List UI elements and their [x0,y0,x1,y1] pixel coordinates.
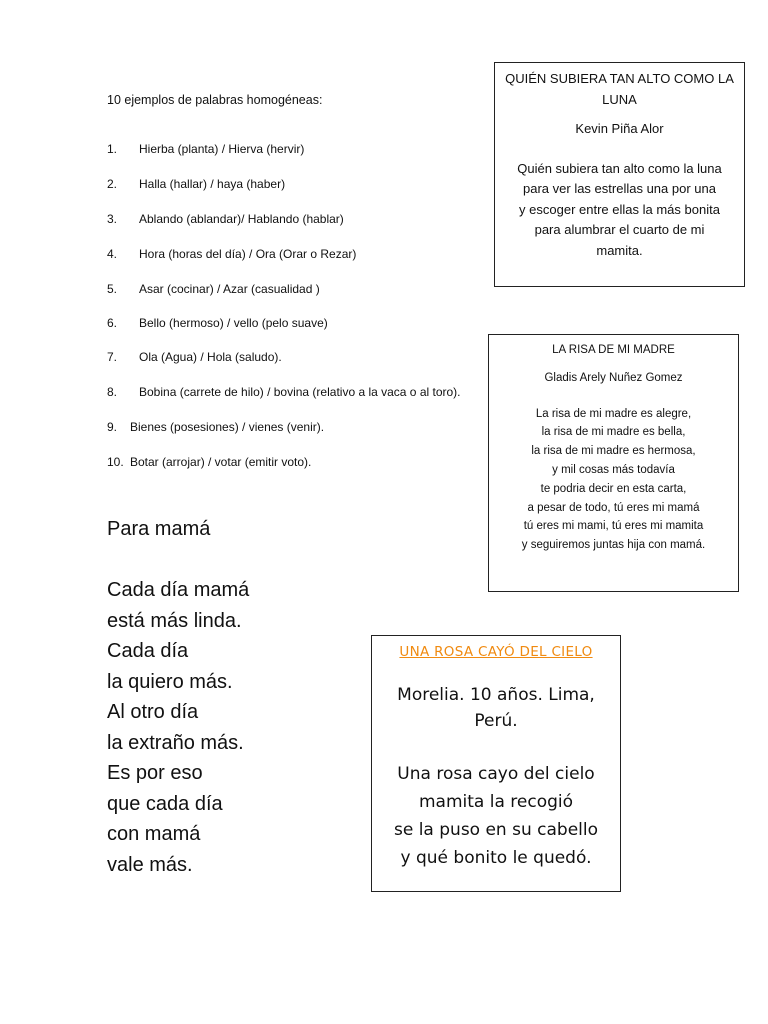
poem-box-title: QUIÉN SUBIERA TAN ALTO COMO LA LUNA [505,71,734,107]
poem-box-lines [378,760,614,872]
list-item [107,177,285,191]
poem-line: la risa de mi madre es hermosa, [531,445,696,458]
list-item [107,420,324,434]
poem-line: La risa de mi madre es alegre, [535,407,692,420]
poem-line: Perú. [474,711,518,731]
list-item-text: Hierba (planta) / Hierva (hervir) [139,142,305,156]
list-item-text: Bobina (carrete de hilo) / bovina (relativo a la vaca o al toro). [139,385,461,399]
poem-line: que cada día [107,792,223,815]
poem-line: la extraño más. [107,731,244,754]
poem-line: y seguiremos juntas hija con mamá. [521,539,706,552]
poem-line: y qué bonito le quedó. [400,848,592,868]
list-item-text: Bienes (posesiones) / vienes (venir). [130,420,325,434]
poem-box-risa [488,334,739,592]
poem-line: Morelia. 10 años. Lima, [397,685,595,705]
poem-line: Es por eso [107,762,203,784]
poem-box-rosa [371,635,621,892]
list-item [107,282,320,296]
poem-line: la quiero más. [107,670,233,693]
list-item-number: 7. [107,350,118,364]
poem-line: se la puso en su cabello [393,820,599,840]
list-item [107,316,328,330]
poem-line: y mil cosas más todavía [552,463,675,476]
list-item-text: Asar (cocinar) / Azar (casualidad ) [139,282,320,296]
poem-box-subtitle [378,682,614,734]
poem-line: Quién subiera tan alto como la luna [517,160,722,176]
list-item-number: 1. [107,142,118,156]
list-item-number: 6. [107,316,118,330]
list-title: 10 ejemplos de palabras homogéneas: [107,93,323,107]
list-item-number: 5. [107,282,118,296]
list-item-text: Bello (hermoso) / vello (pelo suave) [139,316,328,330]
list-item-text: Hora (horas del día) / Ora (Orar o Rezar) [139,247,357,261]
list-item [107,385,461,399]
list-item-number: 8. [107,385,118,399]
poem-line: tú eres mi mami, tú eres mi mamita [523,520,704,533]
poem-line: a pesar de todo, tú eres mi mamá [527,501,700,514]
poem-box-lines [503,159,736,262]
poem-line: mamita la recogió [418,792,574,812]
list-item [107,350,282,364]
poem-line: y escoger entre ellas la más bonita [519,201,720,217]
poem-line: Al otro día [107,701,199,723]
list-item [107,212,344,226]
list-item-number: 4. [107,247,118,261]
poem-line: mamita. [596,242,643,258]
poem-line: Cada día [107,640,189,662]
poem-line: para ver las estrellas una por una [523,181,716,196]
list-item [107,247,356,261]
list-item [107,142,304,156]
poem-box-title: LA RISA DE MI MADRE [552,344,675,356]
poem-box-title: UNA ROSA CAYÓ DEL CIELO [399,644,593,660]
poem-box-luna [494,62,745,287]
list-item [107,455,311,469]
poem-line: Una rosa cayo del cielo [397,764,595,784]
poem-title: Para mamá [107,518,211,540]
poem-line: te podria decir en esta carta, [540,482,687,495]
list-item-number: 10. [107,455,124,469]
list-item-text: Ablando (ablandar)/ Hablando (hablar) [139,212,344,226]
poem-box-author: Kevin Piña Alor [575,121,664,136]
poem-line: la risa de mi madre es bella, [541,426,686,439]
poem-line: vale más. [107,853,193,876]
poem-line: está más linda. [107,609,242,632]
list-item-number: 2. [107,177,118,191]
poem-box-author: Gladis Arely Nuñez Gomez [544,371,683,384]
poem-line: Cada día mamá [107,579,250,601]
list-item-text: Botar (arrojar) / votar (emitir voto). [130,455,312,469]
poem-line: con mamá [107,823,201,845]
list-item-text: Halla (hallar) / haya (haber) [139,177,286,191]
list-item-text: Ola (Agua) / Hola (saludo). [139,350,282,364]
list-item-number: 9. [107,420,118,434]
poem-lines [107,575,249,880]
poem-box-lines [495,405,732,555]
poem-line: para alumbrar el cuarto de mi [534,222,705,237]
poem-para-mama [107,514,249,880]
list-item-number: 3. [107,212,118,226]
